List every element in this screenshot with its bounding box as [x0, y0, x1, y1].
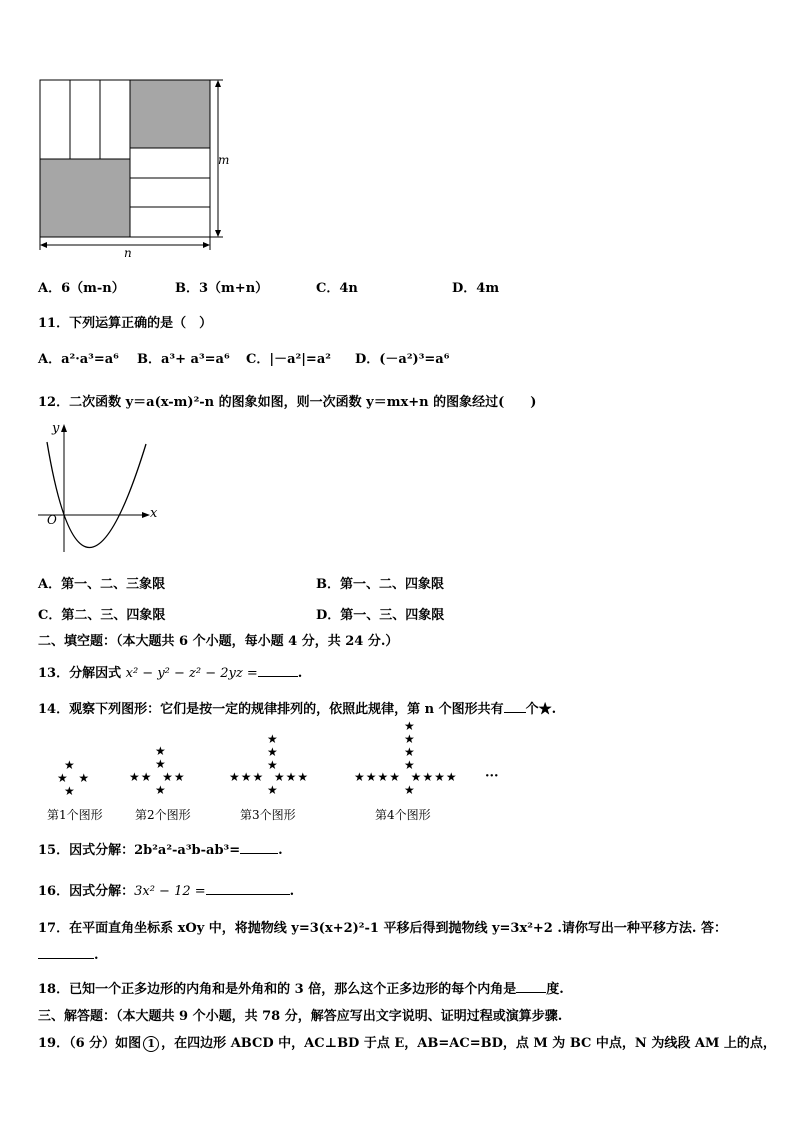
q16-blank: [206, 894, 290, 895]
graph-x-label: x: [150, 506, 158, 521]
q12-option-c: C．第二、三、四象限: [38, 608, 166, 623]
section-2-heading: 二、填空题：（本大题共 6 个小题，每小题 4 分，共 24 分.）: [38, 634, 399, 649]
q14-blank: [504, 712, 526, 713]
q13-blank: [258, 676, 298, 677]
q12-stem: 12．二次函数 y＝a(x-m)²-n 的图象如图，则一次函数 y＝mx+n 的图象经过( ): [38, 395, 537, 410]
caption-figure-2: 第2个图形: [135, 808, 191, 822]
q12-option-a: A．第一、二、三象限: [38, 577, 166, 592]
label-m: m: [218, 153, 230, 167]
q13-expression: x² − y² − z² − 2yz =: [125, 666, 258, 681]
q10-option-b: B．3（m+n）: [175, 281, 269, 296]
graph-y-label: y: [52, 421, 60, 436]
shaded-square-top: [130, 80, 210, 148]
rectangle-figure: [30, 74, 230, 264]
q11-option-b: B．a³+ a³=a⁶: [137, 352, 230, 367]
q12-option-d: D．第一、三、四象限: [316, 608, 445, 623]
q11-option-c: C．|－a²|=a²: [246, 352, 331, 367]
q18: 18．已知一个正多边形的内角和是外角和的 3 倍，那么这个正多边形的每个内角是 度.: [38, 982, 564, 997]
q17-line-1: 17．在平面直角坐标系 xOy 中，将抛物线 y=3(x+2)²-1 平移后得到抛物线 y=3x²+2 .请你写出一种平移方法. 答：: [38, 921, 727, 936]
q11-option-a: A．a²·a³=a⁶: [38, 352, 119, 367]
q14-stem: 14．观察下列图形：它们是按一定的规律排列的，依照此规律，第 n 个图形共有 个★.: [38, 702, 557, 717]
q11-stem: 11．下列运算正确的是（ ）: [38, 316, 213, 331]
section-3-heading: 三、解答题：（本大题共 9 个小题，共 78 分，解答应写出文字说明、证明过程或演算步骤.: [38, 1009, 563, 1024]
q17-blank: [38, 958, 94, 959]
caption-figure-4: 第4个图形: [375, 808, 431, 822]
q10-option-d: D．4m: [452, 281, 500, 296]
q18-blank: [516, 992, 546, 993]
q10-option-c: C．4n: [316, 281, 358, 296]
q17-line-2: .: [38, 948, 99, 963]
q10-option-a: A．6（m-n）: [38, 281, 125, 296]
star-ellipsis: ···: [485, 769, 499, 784]
q15-blank: [240, 853, 278, 854]
caption-figure-3: 第3个图形: [240, 808, 296, 822]
q19: 19．（6 分）如图 1 ，在四边形 ABCD 中，AC⊥BD 于点 E，AB=AC=BD，点 M 为 BC 中点，N 为线段 AM 上的点，: [38, 1036, 776, 1051]
q15: 15．因式分解：2b²a²-a³b-ab³= .: [38, 843, 283, 858]
q12-option-b: B．第一、二、四象限: [316, 577, 445, 592]
parabola-graph: [34, 422, 164, 557]
q16-expression: 3x² − 12 =: [134, 884, 206, 899]
label-n: n: [124, 246, 132, 260]
shaded-square-bottom: [40, 159, 130, 237]
q11-option-d: D．(－a²)³=a⁶: [355, 352, 450, 367]
q16: 16．因式分解：3x² − 12 = .: [38, 884, 295, 899]
q13: 13．分解因式 x² − y² − z² − 2yz = .: [38, 666, 303, 681]
caption-figure-1: 第1个图形: [47, 808, 103, 822]
figure-1-circle-marker: 1: [143, 1036, 159, 1052]
graph-origin-label: O: [47, 513, 57, 527]
